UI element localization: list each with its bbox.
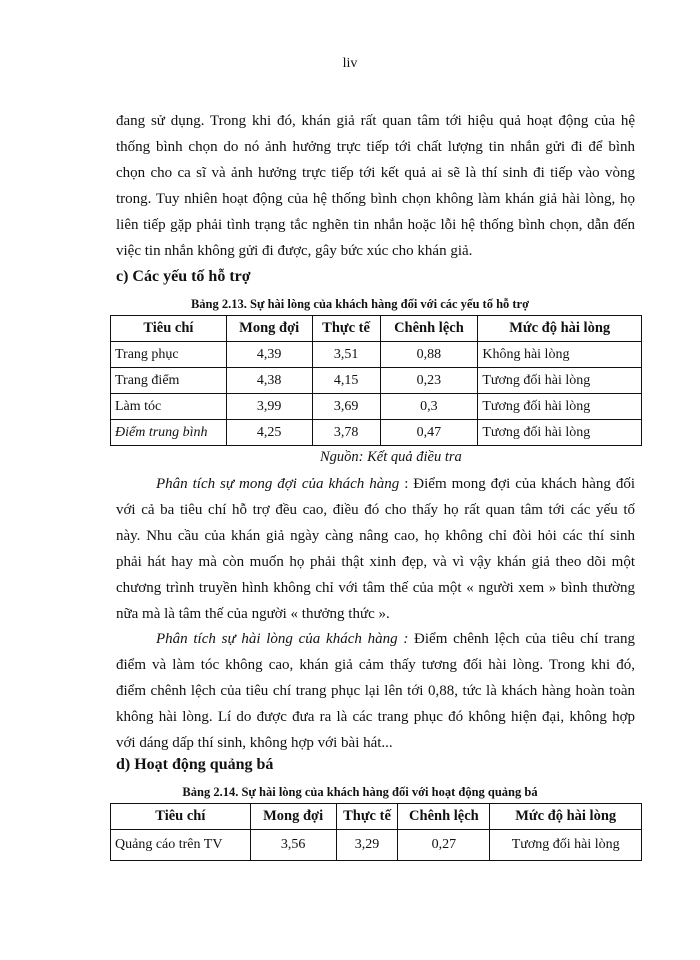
cell-actual: 3,69 — [312, 394, 380, 420]
paragraph-lead: Phân tích sự hài lòng của khách hàng : — [156, 631, 409, 647]
table-caption-2-14: Bảng 2.14. Sự hài lòng của khách hàng đối với hoạt động quảng bá — [182, 785, 538, 799]
table-row — [111, 420, 642, 446]
table-row — [111, 394, 642, 420]
header-satisfaction: Mức độ hài lòng — [478, 316, 642, 342]
cell-criteria: Điểm trung bình — [111, 420, 227, 446]
text-line: không hài lòng. Lí do được đưa ra là các trang phục đó không hiện đại, không hợp — [116, 709, 635, 725]
header-criteria: Tiêu chí — [111, 316, 227, 342]
cell-actual: 3,51 — [312, 342, 380, 368]
cell-expected: 4,39 — [226, 342, 312, 368]
cell-difference: 0,3 — [380, 394, 478, 420]
table-2-13 — [110, 315, 642, 446]
cell-difference: 0,27 — [398, 830, 490, 861]
table-row — [111, 830, 642, 861]
header-satisfaction: Mức độ hài lòng — [490, 804, 642, 830]
table-row — [111, 342, 642, 368]
text-line: điểm và làm tóc không cao, khán giả cảm thấy tương đối hài lòng. Trong khi đó, — [116, 657, 635, 673]
text-line: việc tin nhắn không gửi đi được, gây bức xúc cho khán giả. — [116, 243, 473, 259]
paragraph-expectation-analysis — [116, 471, 635, 627]
cell-actual: 3,29 — [336, 830, 398, 861]
section-heading-d: d) Hoạt động quảng bá — [116, 756, 274, 773]
text-line: chương trình truyền hình không chỉ với tâm thế của một « người xem » bình thường — [116, 580, 635, 596]
page-number: liv — [342, 56, 358, 71]
text-line: với cả ba tiêu chí hỗ trợ đều cao, điều đó cho thấy họ rất quan tâm tới các yếu tố — [116, 502, 635, 518]
cell-satisfaction: Không hài lòng — [478, 342, 642, 368]
text-line: phải hát hay mà còn muốn họ phải thật xinh đẹp, và vì vậy khán giả theo dõi một — [116, 554, 635, 570]
cell-expected: 4,38 — [226, 368, 312, 394]
header-difference: Chênh lệch — [380, 316, 478, 342]
table-caption-2-13: Bảng 2.13. Sự hài lòng của khách hàng đối với các yếu tố hỗ trợ — [190, 297, 530, 311]
table-row — [111, 368, 642, 394]
cell-expected: 3,99 — [226, 394, 312, 420]
section-heading-c: c) Các yếu tố hỗ trợ — [116, 268, 251, 285]
paragraph-lead: Phân tích sự mong đợi của khách hàng — [156, 476, 400, 492]
paragraph-voting-system — [116, 108, 635, 264]
text-line — [116, 471, 635, 497]
header-expected: Mong đợi — [226, 316, 312, 342]
header-actual: Thực tế — [336, 804, 398, 830]
header-expected: Mong đợi — [250, 804, 336, 830]
cell-criteria: Quảng cáo trên TV — [111, 830, 251, 861]
cell-expected: 4,25 — [226, 420, 312, 446]
text-line: nữa mà là tâm thế của người « thưởng thức ». — [116, 606, 390, 622]
table-header-row — [111, 316, 642, 342]
header-actual: Thực tế — [312, 316, 380, 342]
text-line: này. Nhu cầu của khán giả ngày càng nâng cao, họ không chỉ đòi hỏi các thí sinh — [116, 528, 635, 544]
cell-difference: 0,23 — [380, 368, 478, 394]
cell-expected: 3,56 — [250, 830, 336, 861]
header-difference: Chênh lệch — [398, 804, 490, 830]
cell-satisfaction: Tương đối hài lòng — [490, 830, 642, 861]
cell-difference: 0,47 — [380, 420, 478, 446]
cell-actual: 4,15 — [312, 368, 380, 394]
text-line — [116, 626, 635, 652]
text-line: trong. Tuy nhiên hoạt động của hệ thống bình chọn không làm khán giả hài lòng, họ — [116, 191, 635, 207]
text-line: liên tiếp gặp phải tình trạng tắc nghẽn tin nhắn hoặc lỗi hệ thống bình chọn, dẫn đến — [116, 217, 635, 233]
table-header-row — [111, 804, 642, 830]
text-line: thống bình chọn do nó ảnh hưởng trực tiếp tới chất lượng tin nhắn gửi đi để bình — [116, 139, 635, 155]
table-2-14 — [110, 803, 642, 861]
cell-criteria: Làm tóc — [111, 394, 227, 420]
cell-criteria: Trang điểm — [111, 368, 227, 394]
text-line: đang sử dụng. Trong khi đó, khán giả rất quan tâm tới hiệu quả hoạt động của hệ — [116, 113, 635, 129]
cell-satisfaction: Tương đối hài lòng — [478, 368, 642, 394]
header-criteria: Tiêu chí — [111, 804, 251, 830]
cell-actual: 3,78 — [312, 420, 380, 446]
cell-satisfaction: Tương đối hài lòng — [478, 420, 642, 446]
text-fragment: : Điểm mong đợi của khách hàng đối — [399, 476, 635, 492]
cell-difference: 0,88 — [380, 342, 478, 368]
table-source: Nguồn: Kết quả điều tra — [320, 449, 462, 465]
cell-satisfaction: Tương đối hài lòng — [478, 394, 642, 420]
cell-criteria: Trang phục — [111, 342, 227, 368]
text-fragment: Điểm chênh lệch của tiêu chí trang — [408, 631, 635, 647]
text-line: điểm chênh lệch của tiêu chí trang phục lại lên tới 0,88, tức là khách hàng hoàn toàn — [116, 683, 635, 699]
paragraph-satisfaction-analysis — [116, 626, 635, 756]
text-line: với dáng dấp thí sinh, không hợp với bài hát... — [116, 735, 393, 751]
text-line: chọn cho ca sĩ và ảnh hưởng trực tiếp tới kết quả ai sẽ là thí sinh đi tiếp vào vòng — [116, 165, 635, 181]
